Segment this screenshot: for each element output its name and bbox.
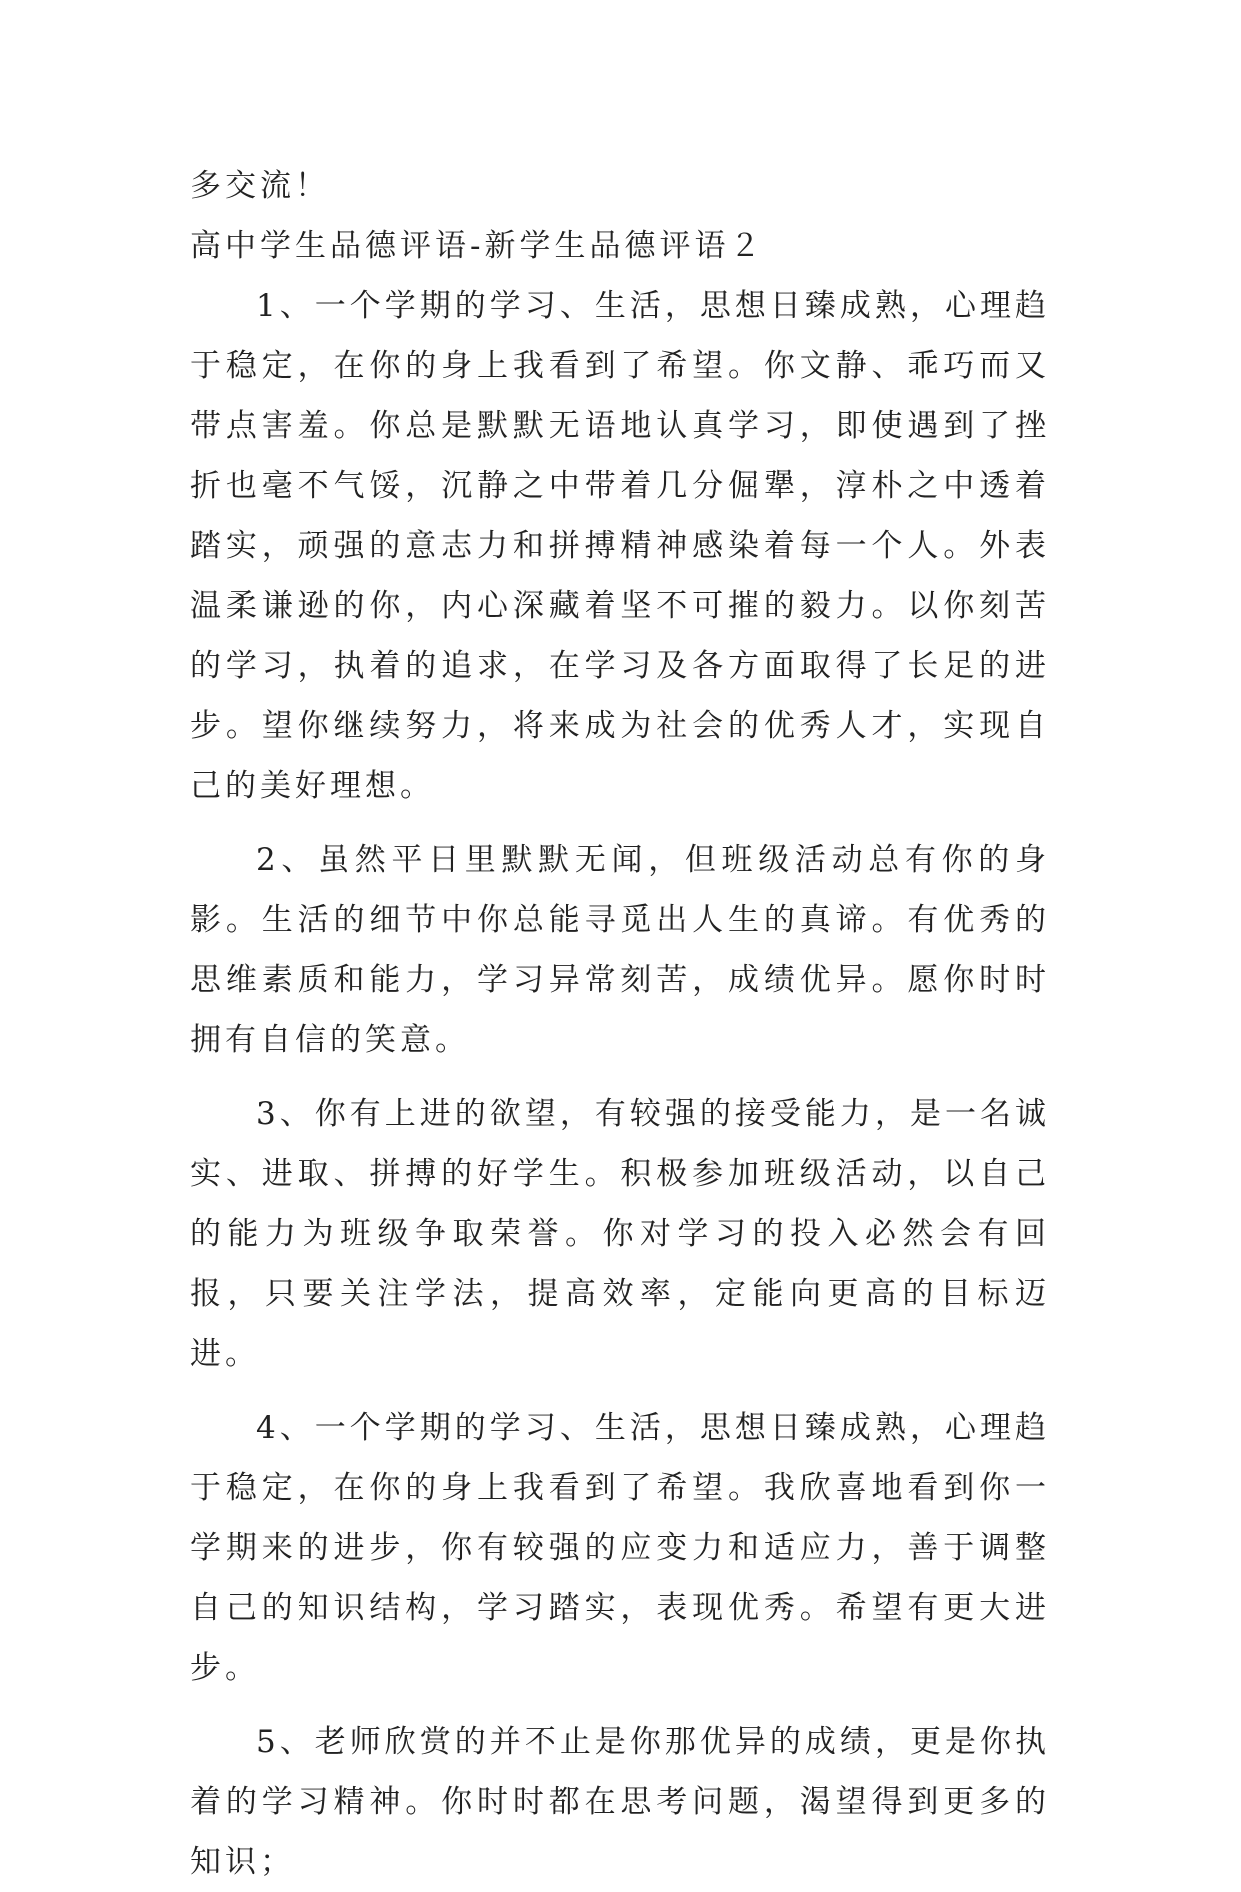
comment-paragraph-1: 1、一个学期的学习、生活，思想日臻成熟，心理趋于稳定，在你的身上我看到了希望。你文静、乖巧而又带点害羞。你总是默默无语地认真学习，即使遇到了挫折也毫不气馁，沉静之中带着几分倔犟，淳朴之中透着踏实，顽强的意志力和拼搏精神感染着每一个人。外表温柔谦逊的你，内心深藏着坚不可摧的毅力。以你刻苦的学习，执着的追求，在学习及各方面取得了长足的进步。望你继续努力，将来成为社会的优秀人才，实现自己的美好理想。 <box>190 288 1050 804</box>
section-heading: 高中学生品德评语-新学生品德评语２ <box>190 228 765 264</box>
comment-paragraph-2: 2、虽然平日里默默无闻，但班级活动总有你的身影。生活的细节中你总能寻觅出人生的真谛。有优秀的思维素质和能力，学习异常刻苦，成绩优异。愿你时时拥有自信的笑意。 <box>190 842 1050 1058</box>
continuation-line: 多交流！ <box>190 168 330 204</box>
comment-paragraph-5: 5、老师欣赏的并不止是你那优异的成绩，更是你执着的学习精神。你时时都在思考问题，渴望得到更多的知识； <box>190 1724 1050 1880</box>
comment-paragraph-4: 4、一个学期的学习、生活，思想日臻成熟，心理趋于稳定，在你的身上我看到了希望。我欣喜地看到你一学期来的进步，你有较强的应变力和适应力，善于调整自己的知识结构，学习踏实，表现优秀。希望有更大进步。 <box>190 1410 1050 1686</box>
document-body <box>190 156 1050 1892</box>
comment-paragraph-3: 3、你有上进的欲望，有较强的接受能力，是一名诚实、进取、拼搏的好学生。积极参加班级活动，以自己的能力为班级争取荣誉。你对学习的投入必然会有回报，只要关注学法，提高效率，定能向更高的目标迈进。 <box>190 1096 1050 1372</box>
